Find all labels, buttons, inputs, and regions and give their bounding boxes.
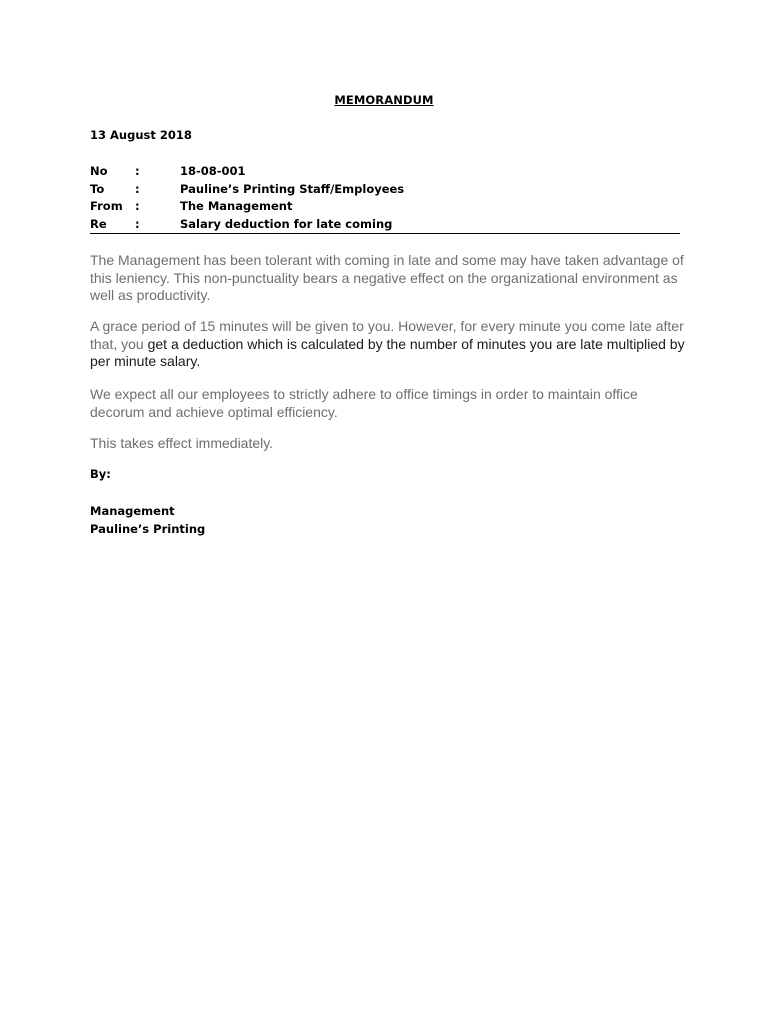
- signature-line-management: Management: [90, 504, 175, 518]
- field-value: 18-08-001: [180, 164, 246, 178]
- field-label: No: [90, 164, 108, 178]
- field-label: To: [90, 181, 105, 196]
- field-label: Re: [90, 216, 107, 231]
- field-colon: :: [135, 181, 140, 196]
- paragraph-grace-period-part2: get a deduction which is calculated by the number of minutes you are late multiplied by per minute salary.: [90, 335, 685, 369]
- field-colon: :: [135, 164, 140, 178]
- field-value: The Management: [180, 199, 293, 213]
- signature-by: By:: [90, 467, 111, 481]
- field-label: From: [90, 199, 123, 213]
- paragraph-grace-period: [90, 318, 690, 371]
- paragraph-office-timings: We expect all our employees to strictly adhere to office timings in order to maintain office decorum and achieve optimal efficiency.: [90, 386, 638, 420]
- field-row-from: [90, 198, 680, 216]
- paragraph-leniency: The Management has been tolerant with coming in late and some may have taken advantage of this leniency. This non-punctuality bears a negative effect on the organizational environment as well as productivity.: [90, 252, 684, 303]
- paragraph-effective: This takes effect immediately.: [90, 435, 274, 451]
- memo-date: 13 August 2018: [90, 128, 192, 142]
- signature-block: [90, 502, 205, 538]
- memo-header-fields: [90, 163, 680, 233]
- field-colon: :: [135, 199, 140, 213]
- field-value: Pauline’s Printing Staff/Employees: [180, 181, 405, 196]
- field-value: Salary deduction for late coming: [180, 216, 393, 231]
- header-divider: [90, 233, 680, 234]
- field-colon: :: [135, 216, 140, 231]
- field-row-no: [90, 163, 680, 181]
- field-row-re: [90, 216, 680, 234]
- signature-line-company: Pauline’s Printing: [90, 522, 206, 536]
- paragraph-grace-period-part1: A grace period of 15 minutes will be given to you. However, for every minute you come late after that, you: [90, 318, 684, 352]
- memo-title: MEMORANDUM: [334, 93, 434, 107]
- field-row-to: [90, 181, 680, 199]
